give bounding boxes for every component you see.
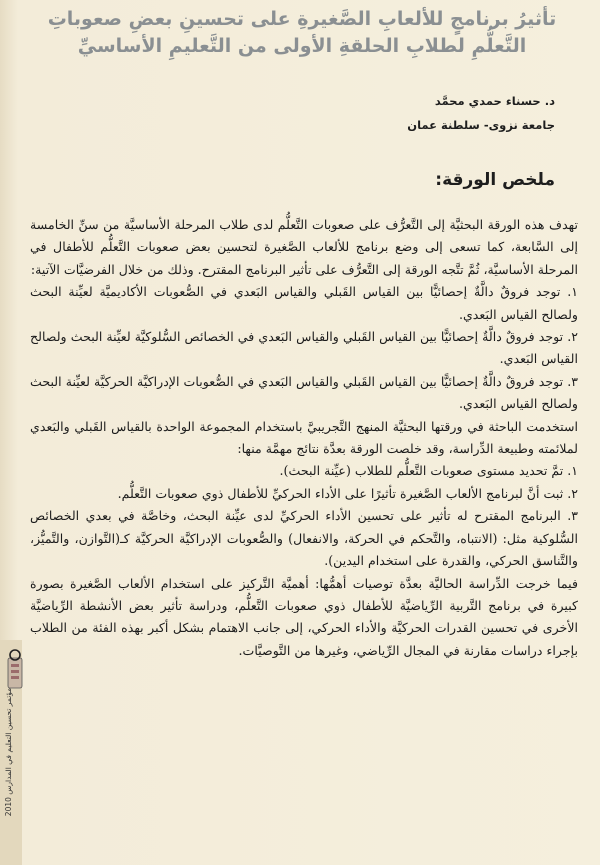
author-name: د. حسناء حمدي محمَّد: [434, 94, 555, 108]
result-2: ٢. ثبت أنَّ لبرنامج الألعاب الصَّغيرة تأثيرًا على الأداء الحركيِّ للأطفال ذوي صعوبات التَّعلُّم.: [117, 485, 578, 501]
hypothesis-3: ٣. توجد فروقٌ دالَّةٌ إحصائيًّا بين القياس القَبلي والقياس البَعدي في الصُّعوبات الإدراكيَّة الحركيَّة لعيِّنة البحث ولصالح القياس البَعدي.: [30, 373, 578, 412]
abstract-heading: ملخص الورقة:: [435, 170, 555, 190]
result-1: ١. تمَّ تحديد مستوى صعوبات التَّعلُّم للطلاب (عيِّنة البحث).: [279, 463, 578, 479]
method-paragraph: استخدمت الباحثة في ورقتها البحثيَّة المنهج التَّجريبيَّ باستخدام المجموعة الواحدة بالقياس القَبلي والبَعدي لملائمته وطبيعة الدِّراسة، وقد خلصت الورقة بعدَّة نتائج مهمَّة منها:: [30, 418, 578, 457]
title-line-2: التَّعلُّمِ لطلابِ الحلقةِ الأولى من التَّعليمِ الأساسيِّ: [77, 35, 527, 57]
title-line-1: تأثيرُ برنامجٍ للألعابِ الصَّغيرةِ على تحسينِ بعضِ صعوباتِ: [47, 8, 557, 30]
result-3: ٣. البرنامج المقترح له تأثير على تحسين الأداء الحركيِّ لدى عيِّنة البحث، وخاصَّة في بعدي الخصائص السُّلوكية مثل: (الانتباه، والتَّحكم في الحركة، والانفعال) والصُّعوبات الإدراكيَّة الحركيَّة كـ(التَّوازن، والتَّميُّز، والتَّناسق الحركي، والقدرة على استخدام اليدين).: [30, 508, 578, 569]
paper-title: [32, 6, 572, 60]
author-affiliation: جامعة نزوى- سلطنة عمان: [407, 118, 555, 132]
spine-caption: مؤتمر تحسين التعليم في المدارس 2010: [4, 687, 13, 817]
hypothesis-1: ١. توجد فروقٌ دالَّةٌ إحصائيًّا بين القياس القَبلي والقياس البَعدي في الصُّعوبات الأكاديميَّة لعيِّنة البحث ولصالح القياس البَعدي.: [30, 284, 578, 322]
abstract-body: [30, 214, 578, 662]
recommendations-paragraph: فيما خرجت الدِّراسة الحاليَّة بعدَّة توصيات أهمُّها: أهميَّة التَّركيز على استخدام الألعاب الصَّغيرة بصورة كبيرة في برنامج التَّربية الرِّياضيَّة للأطفال ذوي صعوبات التَّعلُّم، ودراسة تأثير بعض الأنشطة الرِّياضيَّة الأخرى في تحسين القدرات الحركيَّة والأداء الحركي، إلى جانب الاهتمام بشكل أكبر بهذه الفئة من الطلاب بإجراء دراسات مقارنة في المجال الرِّياضي، وغيرها من التَّوصيَّات.: [30, 575, 578, 658]
hypothesis-2: ٢. توجد فروقٌ دالَّةٌ إحصائيًّا بين القياس القَبلي والقياس البَعدي في الخصائص السُّلوكيَّة لعيِّنة البحث ولصالح القياس البَعدي.: [30, 329, 578, 367]
abstract-intro-paragraph: تهدف هذه الورقة البحثيَّة إلى التَّعرُّف على صعوبات التَّعلُّم لدى طلاب المرحلة الأساسيَّة من سنِّ الخامسة إلى السَّابعة، كما تسعى إلى وضع برنامج للألعاب الصَّغيرة لتحسين بعض صعوبات التَّعلُّم للأطفال في المرحلة الأساسيَّة، ثُمَّ تتَّجه الورقة إلى التَّعرُّف على تأثير البرنامج المقترح. وذلك من خلال الفرضيَّات الآتية:: [30, 217, 578, 277]
